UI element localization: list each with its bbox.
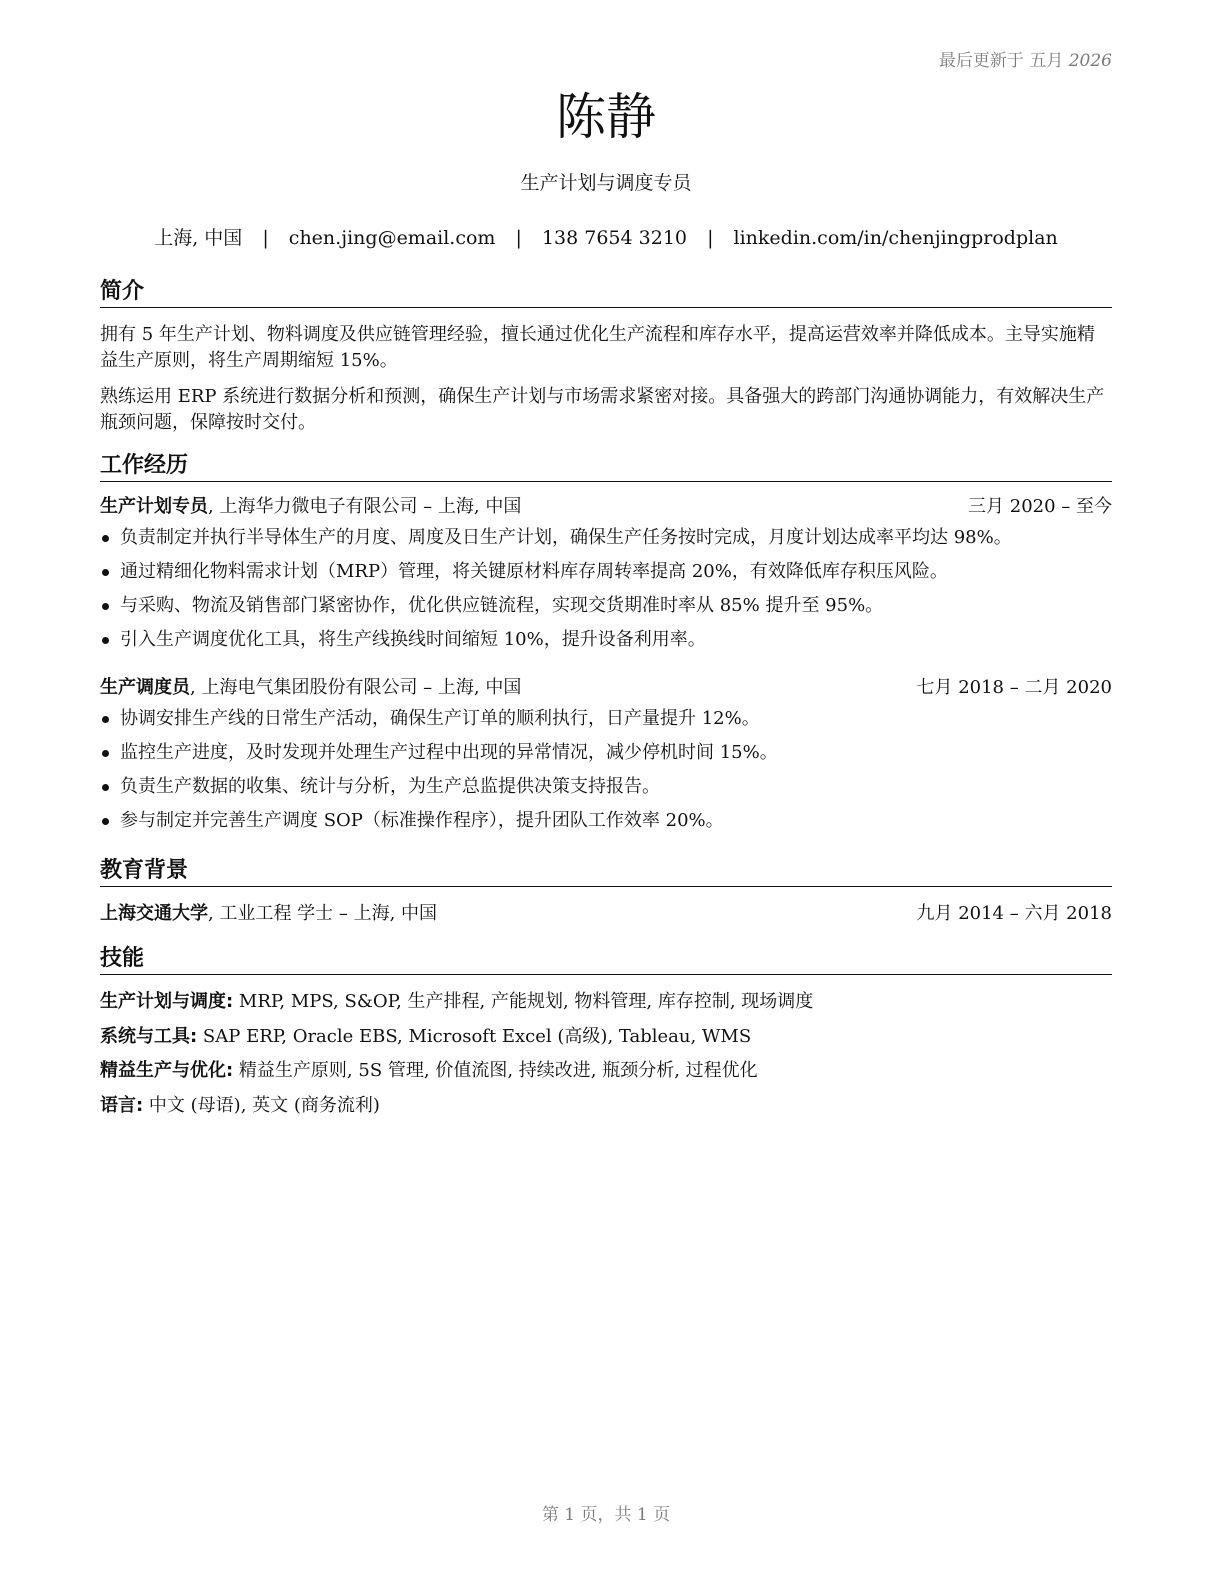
job-header (100, 494, 1112, 520)
job-company: , 上海华力微电子有限公司 – 上海, 中国 (208, 496, 522, 517)
skills-title: 技能 (100, 945, 1112, 975)
job-header (100, 675, 1112, 701)
skill-category: 生产计划与调度: (100, 991, 234, 1012)
last-updated (939, 46, 1112, 71)
experience-title: 工作经历 (100, 452, 1112, 482)
degree-info: , 工业工程 学士 – 上海, 中国 (208, 903, 438, 924)
skill-values: 精益生产原则, 5S 管理, 价值流图, 持续改进, 瓶颈分析, 过程优化 (233, 1060, 758, 1081)
school-name: 上海交通大学 (100, 903, 208, 924)
job-bullets (100, 706, 1112, 842)
contact-location: 上海, 中国 (154, 227, 243, 249)
summary-paragraph: 拥有 5 年生产计划、物料调度及供应链管理经验，擅长通过优化生产流程和库存水平，提高运营效率并降低成本。主导实施精益生产原则，将生产周期缩短 15%。 (100, 324, 1095, 371)
skill-values: SAP ERP, Oracle EBS, Microsoft Excel (高级), Tableau, WMS (197, 1025, 752, 1047)
job-dates: 三月 2020 – 至今 (968, 496, 1112, 517)
education-section (100, 857, 1112, 927)
skill-row (100, 1024, 1112, 1059)
last-updated-year: 2026 (1068, 51, 1112, 71)
candidate-role: 生产计划与调度专员 (520, 172, 692, 194)
list-item: 与采购、物流及销售部门紧密协作，优化供应链流程，实现交货期准时率从 85% 提升至 95%。 (100, 593, 1112, 627)
contact-separator: | (515, 227, 522, 249)
list-item: 协调安排生产线的日常生产活动，确保生产订单的顺利执行，日产量提升 12%。 (100, 706, 1112, 740)
summary-section (100, 278, 1112, 436)
experience-section (100, 452, 1112, 842)
job-company: , 上海电气集团股份有限公司 – 上海, 中国 (190, 677, 522, 698)
skill-category: 系统与工具: (100, 1025, 198, 1047)
skill-category: 语言: (100, 1094, 144, 1116)
job-title: 生产计划专员 (100, 496, 208, 517)
skills-list (100, 989, 1112, 1127)
summary-title: 简介 (100, 278, 1112, 308)
skills-section (100, 945, 1112, 1127)
list-item: 参与制定并完善生产调度 SOP（标准操作程序），提升团队工作效率 20%。 (100, 808, 1112, 842)
list-item: 引入生产调度优化工具，将生产线换线时间缩短 10%，提升设备利用率。 (100, 627, 1112, 661)
skill-row (100, 1093, 1112, 1128)
contact-line (100, 225, 1112, 251)
list-item: 通过精细化物料需求计划（MRP）管理，将关键原材料库存周转率提高 20%，有效降低库存积压风险。 (100, 559, 1112, 593)
contact-separator: | (262, 227, 269, 249)
skill-row (100, 989, 1112, 1024)
education-title: 教育背景 (100, 857, 1112, 887)
contact-email[interactable]: chen.jing@email.com (288, 227, 496, 249)
job-entry (100, 494, 1112, 661)
contact-linkedin[interactable]: linkedin.com/in/chenjingprodplan (733, 227, 1058, 249)
education-dates: 九月 2014 – 六月 2018 (916, 903, 1112, 924)
list-item: 监控生产进度，及时发现并处理生产过程中出现的异常情况，减少停机时间 15%。 (100, 740, 1112, 774)
page-footer: 第 1 页，共 1 页 (541, 1505, 671, 1525)
education-entry (100, 901, 1112, 927)
job-title: 生产调度员 (100, 677, 190, 698)
skill-category: 精益生产与优化: (100, 1060, 234, 1081)
job-bullets (100, 525, 1112, 661)
contact-separator: | (707, 227, 714, 249)
skill-row (100, 1058, 1112, 1093)
job-entry (100, 675, 1112, 842)
skill-values: 中文 (母语), 英文 (商务流利) (143, 1094, 380, 1116)
list-item: 负责制定并执行半导体生产的月度、周度及日生产计划，确保生产任务按时完成，月度计划达成率平均达 98%。 (100, 525, 1112, 559)
summary-paragraph: 熟练运用 ERP 系统进行数据分析和预测，确保生产计划与市场需求紧密对接。具备强大的跨部门沟通协调能力，有效解决生产瓶颈问题，保障按时交付。 (100, 386, 1105, 433)
contact-phone[interactable]: 138 7654 3210 (541, 227, 688, 249)
job-dates: 七月 2018 – 二月 2020 (916, 677, 1112, 698)
candidate-name: 陈静 (556, 88, 656, 146)
skill-values: MRP, MPS, S&OP, 生产排程, 产能规划, 物料管理, 库存控制, 现场调度 (233, 991, 814, 1012)
list-item: 负责生产数据的收集、统计与分析，为生产总监提供决策支持报告。 (100, 774, 1112, 808)
last-updated-label: 最后更新于 五月 (938, 51, 1064, 71)
resume-page (100, 0, 1112, 1584)
